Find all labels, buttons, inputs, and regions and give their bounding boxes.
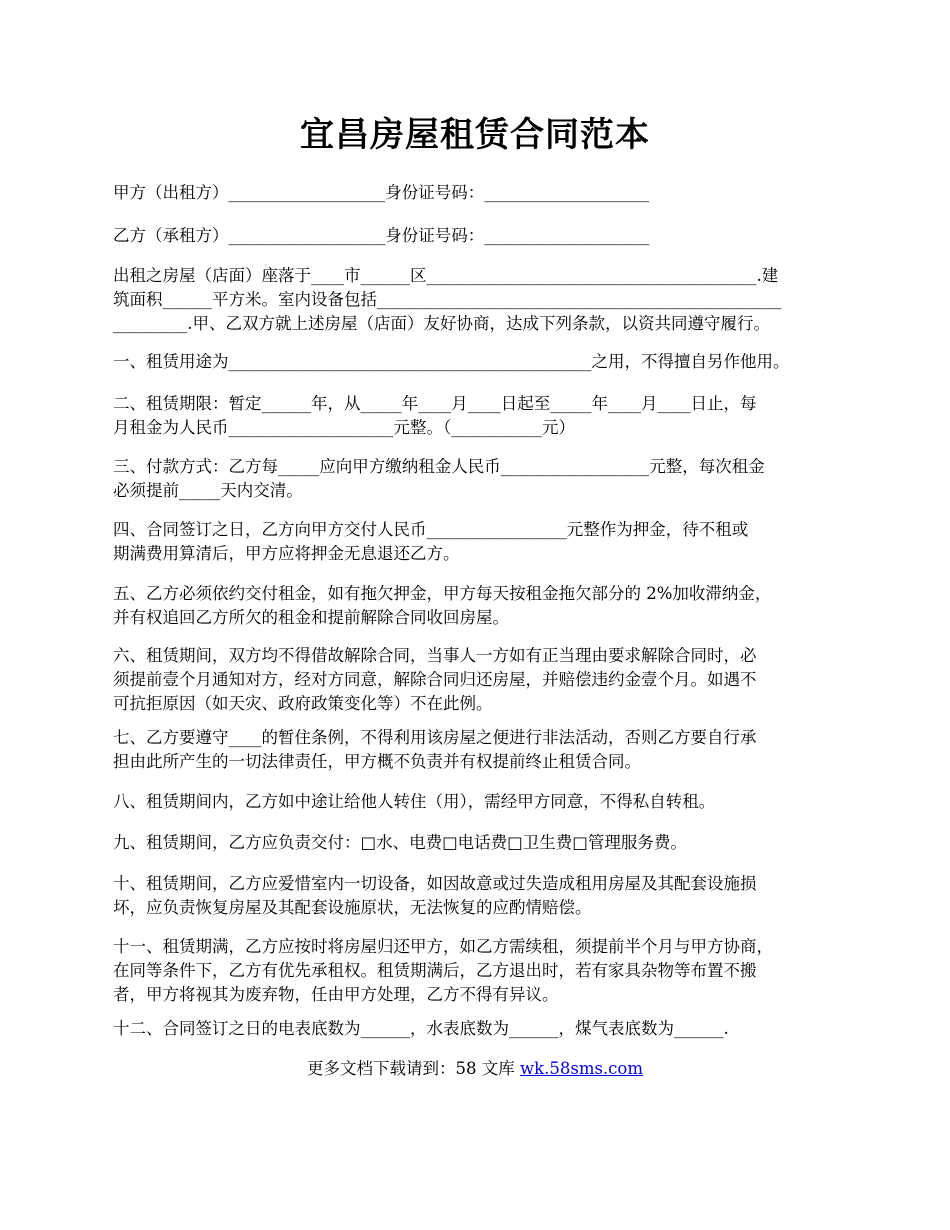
text-line: _________.甲、乙双方就上述房屋（店面）友好协商，达成下列条款，以资共同遵守履行。 xyxy=(113,314,770,333)
text-line: 出租之房屋（店面）座落于____市______区________________________________________.建 xyxy=(113,266,779,285)
text-line: 十一、租赁期满，乙方应按时将房屋归还甲方，如乙方需续租，须提前半个月与甲方协商， xyxy=(113,937,773,956)
text-line: 二、租赁期限：暂定______年，从_____年____月____日起至_____年____月____日止，每 xyxy=(113,394,757,413)
text-line: 月租金为人民币____________________元整。（___________元） xyxy=(113,418,575,437)
text-line: 七、乙方要遵守____的暂住条例，不得利用该房屋之便进行非法活动，否则乙方要自行承 xyxy=(113,728,757,747)
footer xyxy=(0,1057,950,1081)
footer-link[interactable]: wk.58sms.com xyxy=(519,1059,643,1078)
text-line: 十二、合同签订之日的电表底数为______，水表底数为______，煤气表底数为______. xyxy=(113,1019,729,1038)
text-line: 六、租赁期间，双方均不得借故解除合同，当事人一方如有正当理由要求解除合同时，必 xyxy=(113,646,757,665)
party-b-line xyxy=(113,224,843,248)
clause-9 xyxy=(113,831,843,855)
text-line: 并有权追回乙方所欠的租金和提前解除合同收回房屋。 xyxy=(113,608,509,627)
text-line: 五、乙方必须依约交付租金，如有拖欠押金，甲方每天按租金拖欠部分的 2%加收滞纳金， xyxy=(113,584,772,603)
property-paragraph xyxy=(113,264,843,336)
clause-7 xyxy=(113,726,843,774)
text-line: 十、租赁期间，乙方应爱惜室内一切设备，如因故意或过失造成租用房屋及其配套设施损 xyxy=(113,874,757,893)
text-line: 八、租赁期间内，乙方如中途让给他人转住（用），需经甲方同意，不得私自转租。 xyxy=(113,792,716,811)
party-a-line xyxy=(113,181,843,205)
clause-10 xyxy=(113,872,843,920)
clause-5 xyxy=(113,582,843,630)
clause-12 xyxy=(113,1017,843,1041)
clause-2 xyxy=(113,392,843,440)
text-line: 须提前壹个月通知对方，经对方同意，解除合同归还房屋，并赔偿违约金壹个月。如遇不 xyxy=(113,670,757,689)
text-line: 一、租赁用途为____________________________________________之用，不得擅自另作他用。 xyxy=(113,352,790,371)
text-line: 者，甲方将视其为废弃物，任由甲方处理，乙方不得有异议。 xyxy=(113,985,559,1004)
clause-11 xyxy=(113,935,843,1007)
clause-4 xyxy=(113,518,843,566)
text-line: 乙方（承租方）___________________身份证号码：____________________ xyxy=(113,226,650,245)
page-title: 宜昌房屋租赁合同范本 xyxy=(300,115,650,155)
text-line: 甲方（出租方）___________________身份证号码：____________________ xyxy=(113,183,650,202)
clause-1 xyxy=(113,350,843,374)
text-line: 坏，应负责恢复房屋及其配套设施原状，无法恢复的应酌情赔偿。 xyxy=(113,898,592,917)
clause-8 xyxy=(113,790,843,814)
text-line: 可抗拒原因（如天灾、政府政策变化等）不在此例。 xyxy=(113,694,493,713)
clause-3 xyxy=(113,455,843,503)
text-line: 在同等条件下，乙方有优先承租权。租赁期满后，乙方退出时，若有家具杂物等布置不搬 xyxy=(113,961,757,980)
text-line: 期满费用算清后，甲方应将押金无息退还乙方。 xyxy=(113,544,460,563)
clause-6 xyxy=(113,644,843,716)
text-line: 筑面积______平方米。室内设备包括_________________________________________________ xyxy=(113,290,782,309)
text-line: 担由此所产生的一切法律责任，甲方概不负责并有权提前终止租赁合同。 xyxy=(113,752,641,771)
text-line: 四、合同签订之日，乙方向甲方交付人民币_________________元整作为押金，待不租或 xyxy=(113,520,749,539)
footer-text: 更多文档下载请到：58 文库 xyxy=(306,1059,520,1078)
text-line: 九、租赁期间，乙方应负责交付：□水、电费□电话费□卫生费□管理服务费。 xyxy=(113,833,687,852)
text-line: 必须提前_____天内交清。 xyxy=(113,481,303,500)
text-line: 三、付款方式：乙方每_____应向甲方缴纳租金人民币__________________元整，每次租金 xyxy=(113,457,765,476)
